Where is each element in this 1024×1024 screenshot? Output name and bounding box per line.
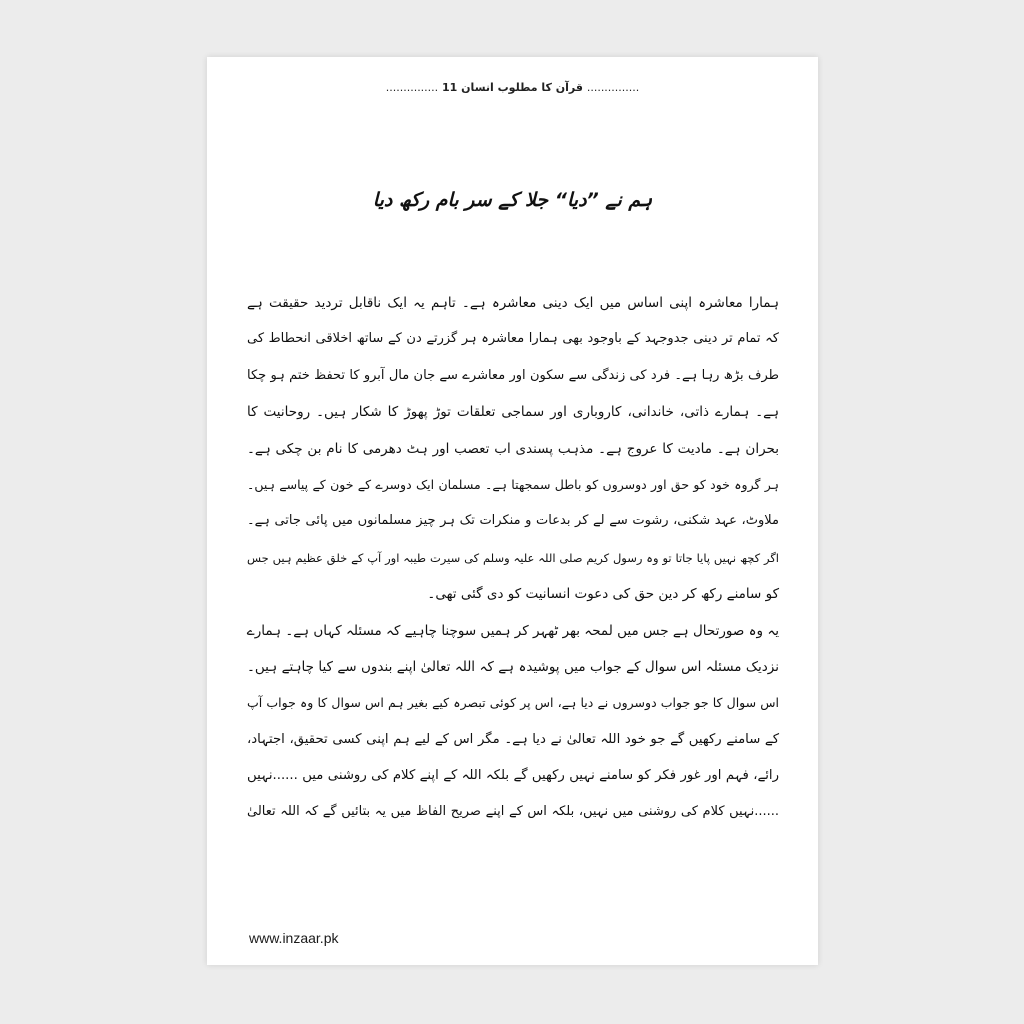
header-dots-left: ............... <box>586 81 640 94</box>
article-title: ہم نے ”دیا“ جلا کے سر بام رکھ دیا <box>372 189 653 211</box>
body-line: اس سوال کا جو جواب دوسروں نے دیا ہے، اس پر کوئی تبصرہ کیے بغیر ہم اس سوال کا وہ جواب آپ <box>247 695 779 711</box>
body-line: کے سامنے رکھیں گے جو خود اللہ تعالیٰ نے دیا ہے۔ مگر اس کے لیے ہم اپنی کسی تحقیق، اجتہاد، <box>247 731 779 747</box>
body-line: کو سامنے رکھ کر دین حق کی دعوت انسانیت کو دی گئی تھی۔ <box>427 586 779 603</box>
body-line: اگر کچھ نہیں پایا جاتا تو وہ رسول کریم صلی اللہ علیہ وسلم کی سیرت طیبہ اور آپ کے خلق عظیم ہیں جس <box>247 550 779 565</box>
body-line: ملاوٹ، عہد شکنی، رشوت سے لے کر بدعات و منکرات تک ہر چیز مسلمانوں میں پائی جاتی ہے۔ <box>247 513 779 529</box>
body-line: بحران ہے۔ مادیت کا عروج ہے۔ مذہب پسندی اب تعصب اور ہٹ دھرمی کا نام بن چکی ہے۔ <box>247 440 779 457</box>
book-title: قرآن کا مطلوب انسان <box>461 81 583 94</box>
body-line: ......نہیں کلام کی روشنی میں نہیں، بلکہ اس کے اپنے صریح الفاظ میں یہ بتائیں گے کہ اللہ تعالیٰ <box>247 804 779 820</box>
body-line: نزدیک مسئلہ اس سوال کے جواب میں پوشیدہ ہے کہ اللہ تعالیٰ اپنے بندوں سے کیا چاہتے ہیں۔ <box>247 658 779 675</box>
body-line: ہمارا معاشرہ اپنی اساس میں ایک دینی معاشرہ ہے۔ تاہم یہ ایک ناقابل تردید حقیقت ہے <box>247 295 779 311</box>
body-line: رائے، فہم اور غور فکر کو سامنے نہیں رکھیں گے بلکہ اللہ کے اپنے کلام کی روشنی میں ......نہیں <box>247 768 779 784</box>
header-dots-right: ............... <box>385 81 439 94</box>
body-line: ہے۔ ہمارے ذاتی، خاندانی، کاروباری اور سماجی تعلقات توڑ پھوڑ کا شکار ہیں۔ روحانیت کا <box>247 404 779 421</box>
page-number: 11 <box>442 81 458 94</box>
body-line: ہر گروہ خود کو حق اور دوسروں کو باطل سمجھتا ہے۔ مسلمان ایک دوسرے کے خون کے پیاسے ہیں۔ <box>247 476 779 492</box>
body-line: کہ تمام تر دینی جدوجہد کے باوجود بھی ہمارا معاشرہ ہر گزرتے دن کے ساتھ اخلاقی انحطاط کی <box>247 331 779 347</box>
running-header <box>207 81 818 94</box>
body-line: طرف بڑھ رہا ہے۔ فرد کی زندگی سے سکون اور معاشرے سے جان مال آبرو کا تحفظ ختم ہو چکا <box>247 367 779 383</box>
document-page <box>207 57 818 965</box>
footer-url: www.inzaar.pk <box>249 930 339 946</box>
article-body <box>247 285 779 831</box>
body-line: یہ وہ صورتحال ہے جس میں لمحہ بھر ٹھہر کر ہمیں سوچنا چاہیے کہ مسئلہ کہاں ہے۔ ہمارے <box>246 622 779 639</box>
